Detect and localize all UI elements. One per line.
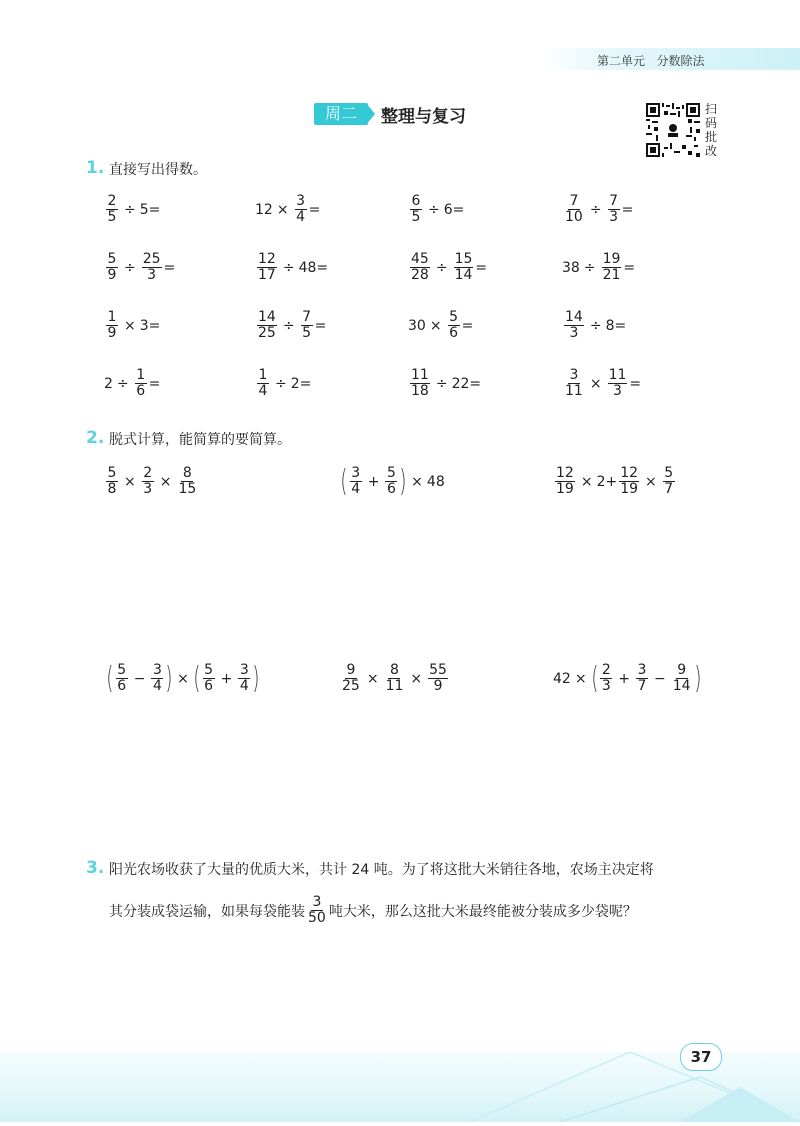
denominator: 17 (258, 267, 276, 283)
denominator: 7 (664, 481, 674, 497)
operator: × (177, 670, 189, 687)
operator: × (410, 670, 423, 687)
numerator: 2 (107, 193, 117, 209)
q1-item (104, 252, 175, 283)
numerator: 5 (664, 465, 674, 481)
numerator: 2 (143, 465, 153, 481)
fraction (106, 252, 118, 283)
denominator: 6 (386, 481, 396, 497)
answer-blank: 6= (443, 201, 465, 218)
denominator: 18 (411, 383, 429, 399)
left-paren: ( (193, 660, 201, 696)
numerator: 55 (429, 662, 447, 678)
numerator: 3 (569, 367, 579, 383)
numerator: 45 (411, 251, 429, 267)
fraction (142, 252, 162, 283)
qr-label (703, 102, 719, 158)
header-topic: 分数除法 (656, 54, 705, 68)
answer-blank: 8= (605, 317, 627, 334)
operator: ÷ (275, 375, 287, 392)
q2-prompt: 脱式计算，能简算的要简算。 (109, 432, 291, 448)
fraction (385, 663, 405, 694)
fraction (555, 466, 575, 497)
operator: ÷ (116, 375, 129, 392)
operator: ÷ (428, 201, 440, 218)
denominator: 7 (637, 678, 647, 694)
numerator: 5 (204, 662, 214, 678)
page-number: 37 (680, 1043, 722, 1071)
right-paren: ) (165, 660, 173, 696)
fraction (619, 466, 639, 497)
numerator: 3 (239, 662, 249, 678)
denominator: 6 (117, 678, 127, 694)
q2-item-f (553, 660, 701, 696)
fraction (385, 466, 397, 497)
operand: 42 (553, 670, 571, 687)
q1-item (104, 310, 160, 341)
denominator: 21 (602, 267, 621, 283)
q1-item (562, 368, 641, 399)
numerator: 5 (386, 465, 396, 481)
numerator: 14 (565, 309, 583, 325)
answer-blank: = (621, 201, 634, 218)
numerator: 15 (454, 251, 473, 267)
answer-blank: = (623, 259, 636, 276)
q1-item (562, 310, 626, 341)
numerator: 3 (351, 465, 361, 481)
q3-text-pre: 其分装成袋运输，如果每袋能装 (109, 903, 305, 920)
q1-item (408, 310, 473, 341)
operator: × (124, 473, 136, 490)
q2-item-b (340, 463, 445, 499)
qr-label-char: 码 (704, 116, 717, 130)
operator: × (580, 473, 593, 490)
denominator: 4 (152, 678, 162, 694)
denominator: 4 (258, 383, 268, 399)
operator: ÷ (583, 259, 596, 276)
answer-blank: = (163, 259, 176, 276)
fraction (341, 663, 361, 694)
fraction (116, 663, 128, 694)
operator: × (645, 473, 657, 490)
numerator: 3 (637, 662, 647, 678)
operator: ÷ (435, 259, 448, 276)
q1-number: 1. (86, 158, 105, 178)
fraction (106, 310, 118, 341)
numerator: 11 (411, 367, 429, 383)
right-paren: ) (399, 463, 407, 499)
numerator: 3 (296, 193, 306, 209)
q3-text-line1: 阳光农场收获了大量的优质大米，共计 24 吨。为了将这批大米销往各地，农场主决定将 (109, 862, 654, 878)
denominator: 3 (147, 267, 157, 283)
operator: ÷ (435, 375, 448, 392)
fraction (106, 194, 118, 225)
q2-item-e (339, 663, 450, 694)
numerator: 9 (677, 662, 687, 678)
fraction (106, 466, 118, 497)
denominator: 9 (107, 267, 117, 283)
operator: × (589, 375, 602, 392)
operator: × (574, 670, 587, 687)
q1-item (562, 252, 635, 283)
denominator: 9 (107, 325, 117, 341)
fraction (257, 310, 277, 341)
numerator: 11 (608, 367, 627, 383)
fraction (301, 310, 313, 341)
fraction (238, 663, 250, 694)
denominator: 3 (143, 481, 153, 497)
fraction (410, 368, 430, 399)
operator: + (220, 670, 233, 687)
denominator: 25 (342, 678, 360, 694)
fraction (663, 466, 675, 497)
operator: − (654, 670, 666, 687)
qr-label-char: 扫 (704, 102, 717, 116)
q2-item-d (106, 660, 260, 696)
q1-item (255, 252, 328, 283)
operator: ÷ (124, 259, 136, 276)
denominator: 25 (258, 325, 276, 341)
fraction (564, 194, 584, 225)
operand: 48 (426, 473, 445, 490)
fraction (608, 368, 628, 399)
page-title: 整理与复习 (381, 107, 466, 127)
numerator: 3 (312, 894, 322, 910)
answer-blank: 3= (139, 317, 161, 334)
q2-item-a (104, 466, 199, 497)
answer-blank: 5= (139, 201, 161, 218)
operand: 12 (255, 201, 273, 218)
denominator: 5 (411, 209, 421, 225)
q3-number: 3. (86, 858, 105, 878)
denominator: 11 (565, 383, 583, 399)
fraction (564, 368, 584, 399)
fraction (602, 252, 622, 283)
numerator: 6 (411, 193, 421, 209)
answer-blank: 48= (298, 259, 329, 276)
day-badge: 周二 (314, 103, 368, 125)
q3-text-post: 吨大米，那么这批大米最终能被分装成多少袋呢？ (328, 903, 637, 920)
numerator: 7 (609, 193, 619, 209)
fraction (600, 663, 612, 694)
operator: × (159, 473, 172, 490)
operator: + (618, 670, 631, 687)
numerator: 5 (107, 251, 117, 267)
fraction (307, 895, 327, 926)
numerator: 12 (258, 251, 276, 267)
operator: ÷ (589, 317, 602, 334)
q1-prompt: 直接写出得数。 (109, 162, 207, 178)
denominator: 6 (449, 325, 459, 341)
q3-text-line2 (109, 895, 637, 926)
fraction (608, 194, 620, 225)
operator: × (366, 670, 379, 687)
operator: ÷ (282, 259, 295, 276)
answer-blank: 22= (451, 375, 482, 392)
operator: ÷ (124, 201, 136, 218)
numerator: 25 (142, 251, 161, 267)
right-paren: ) (693, 660, 701, 696)
fraction (142, 466, 154, 497)
denominator: 3 (613, 383, 622, 399)
fraction (151, 663, 163, 694)
q1-item (104, 368, 160, 399)
denominator: 5 (302, 325, 312, 341)
numerator: 14 (258, 309, 276, 325)
answer-blank: = (308, 201, 321, 218)
fraction (672, 663, 692, 694)
qr-code[interactable] (646, 103, 700, 157)
numerator: 1 (258, 367, 268, 383)
q1-item (408, 194, 464, 225)
q1-item (255, 310, 326, 341)
answer-blank: = (314, 317, 327, 334)
answer-blank: = (148, 375, 161, 392)
fraction (448, 310, 460, 341)
denominator: 3 (609, 209, 619, 225)
denominator: 3 (601, 678, 611, 694)
q1-item (255, 368, 311, 399)
numerator: 5 (449, 309, 459, 325)
numerator: 1 (107, 309, 117, 325)
numerator: 7 (569, 193, 579, 209)
numerator: 5 (107, 465, 117, 481)
denominator: 5 (107, 209, 117, 225)
numerator: 8 (390, 662, 399, 678)
operand: 2+ (596, 473, 618, 490)
numerator: 12 (620, 465, 639, 481)
q2-item-c (553, 466, 677, 497)
operand: 30 (408, 317, 426, 334)
denominator: 19 (620, 481, 639, 497)
operator: × (429, 317, 442, 334)
operand: 2 (104, 375, 113, 392)
denominator: 11 (385, 678, 404, 694)
denominator: 6 (136, 383, 146, 399)
operator: × (124, 317, 136, 334)
fraction (350, 466, 362, 497)
answer-blank: = (461, 317, 474, 334)
denominator: 28 (411, 267, 429, 283)
q1-item (562, 194, 633, 225)
numerator: 2 (601, 662, 611, 678)
fraction (410, 194, 422, 225)
operator: − (133, 670, 146, 687)
qr-label-char: 改 (704, 144, 717, 158)
left-paren: ( (340, 463, 348, 499)
qr-label-char: 批 (704, 130, 717, 144)
denominator: 19 (556, 481, 574, 497)
numerator: 9 (346, 662, 356, 678)
fraction (257, 368, 269, 399)
left-paren: ( (590, 660, 598, 696)
denominator: 15 (178, 481, 197, 497)
fraction (257, 252, 277, 283)
day-badge-arrow (366, 103, 375, 125)
operator: × (411, 473, 423, 490)
q2-number: 2. (86, 428, 105, 448)
denominator: 6 (204, 678, 214, 694)
operator: × (276, 201, 289, 218)
numerator: 7 (302, 309, 312, 325)
operator: + (367, 473, 380, 490)
denominator: 4 (239, 678, 249, 694)
fraction (203, 663, 215, 694)
fraction (135, 368, 147, 399)
denominator: 4 (296, 209, 306, 225)
denominator: 14 (672, 678, 691, 694)
fraction (177, 466, 197, 497)
header-unit-topic (597, 52, 704, 69)
denominator: 3 (569, 325, 579, 341)
numerator: 5 (117, 662, 127, 678)
q1-item (104, 194, 160, 225)
q1-item (408, 368, 481, 399)
left-paren: ( (106, 660, 114, 696)
denominator: 10 (565, 209, 583, 225)
numerator: 3 (152, 662, 162, 678)
numerator: 12 (556, 465, 574, 481)
denominator: 8 (107, 481, 117, 497)
header-unit: 第二单元 (597, 54, 646, 68)
fraction (410, 252, 430, 283)
denominator: 4 (351, 481, 361, 497)
denominator: 14 (454, 267, 473, 283)
fraction (454, 252, 474, 283)
q1-item (255, 194, 320, 225)
answer-blank: 2= (290, 375, 312, 392)
fraction (636, 663, 648, 694)
answer-blank: = (475, 259, 488, 276)
answer-blank: = (629, 375, 642, 392)
denominator: 9 (433, 678, 443, 694)
operand: 38 (562, 259, 580, 276)
fraction (564, 310, 584, 341)
denominator: 50 (308, 910, 326, 926)
numerator: 1 (136, 367, 146, 383)
operator: ÷ (589, 201, 602, 218)
right-paren: ) (252, 660, 260, 696)
q1-item (408, 252, 487, 283)
fraction (428, 663, 448, 694)
fraction (295, 194, 307, 225)
numerator: 19 (602, 251, 621, 267)
numerator: 8 (182, 465, 192, 481)
operator: ÷ (282, 317, 295, 334)
